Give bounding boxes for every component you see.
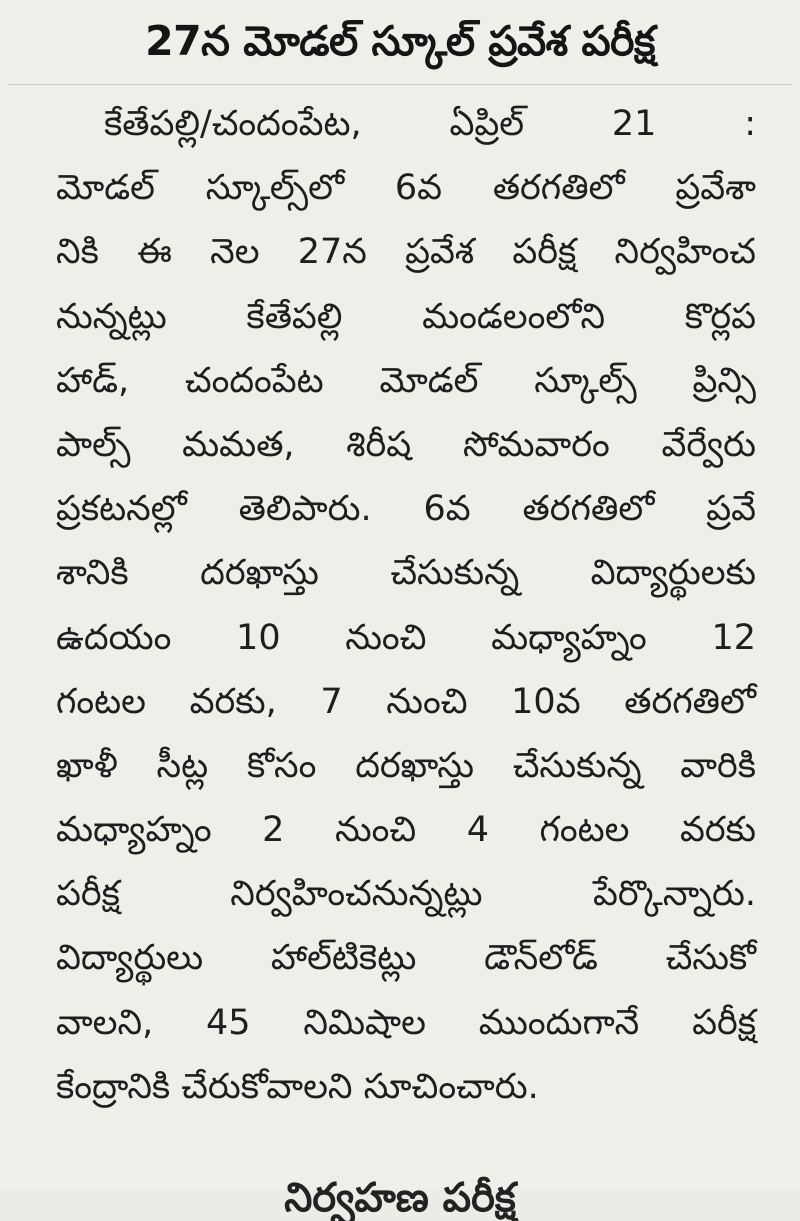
article-line: ఖాళీ సీట్ల కోసం దరఖాస్తు చేసుకున్న వారికి: [56, 745, 756, 786]
article-line: నికి ఈ నెల 27న ప్రవేశ పరీక్ష నిర్వహించ: [56, 232, 756, 273]
article-line: హాడ్, చందంపేట మోడల్ స్కూల్స్ ప్రిన్సి: [56, 360, 756, 401]
article-line: వాలని, 45 నిమిషాల ముందుగానే పరీక్ష: [56, 1002, 756, 1043]
article-line: ఉదయం 10 నుంచి మధ్యాహ్నం 12: [56, 617, 756, 658]
article-line: విద్యార్థులు హాల్‌టికెట్లు డౌన్‌లోడ్ చేసుకో: [56, 938, 756, 979]
article-line: పరీక్ష నిర్వహించనున్నట్లు పేర్కొన్నారు.: [56, 874, 756, 915]
article-line: కేంద్రానికి చేరుకోవాలని సూచించారు.: [56, 1066, 539, 1107]
next-headline-fragment: నిర్వహణ పరీక్ష: [284, 1175, 516, 1221]
headline-divider: [8, 84, 792, 85]
article-line: మధ్యాహ్నం 2 నుంచి 4 గంటల వరకు: [56, 810, 756, 851]
article-dateline: కేతేపల్లి/చందంపేట, ఏప్రిల్ 21 :: [104, 104, 756, 144]
article-line: నున్నట్లు కేతేపల్లి మండలంలోని కొర్లప: [56, 296, 756, 337]
next-article-headline-cut: [60, 1160, 740, 1221]
article-line: గంటల వరకు, 7 నుంచి 10వ తరగతిలో: [56, 681, 756, 722]
article-body: [56, 92, 756, 1119]
article-headline: 27న మోడల్ స్కూల్ ప్రవేశ పరీక్ష: [145, 17, 655, 65]
article-line: మోడల్ స్కూల్స్‌లో 6వ తరగతిలో ప్రవేశా: [56, 168, 756, 209]
article-line: శానికి దరఖాస్తు చేసుకున్న విద్యార్థులకు: [56, 553, 756, 594]
article-line: పాల్స్ మమత, శిరీష సోమవారం వేర్వేరు: [56, 424, 756, 465]
article-line: ప్రకటనల్లో తెలిపారు. 6వ తరగతిలో ప్రవే: [56, 489, 756, 530]
